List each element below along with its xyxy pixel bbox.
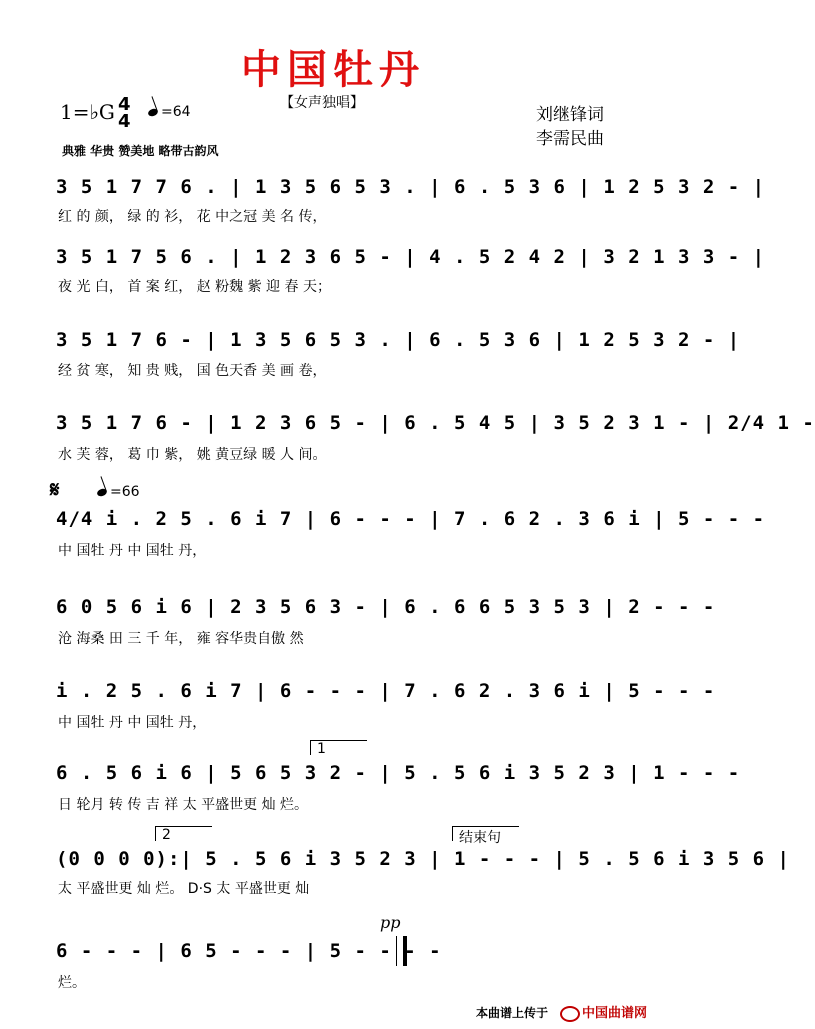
quarter-note-icon	[96, 488, 108, 498]
notation-row: 6 . 5 6 i 6 | 5 6 5 3 2 - | 5 . 5 6 i 3 5 2 3 | 1 - - -	[56, 762, 741, 784]
final-barline	[396, 936, 407, 966]
tempo-marking-2	[97, 484, 140, 500]
lyricist-credit: 刘继锋词	[536, 105, 604, 125]
lyrics-row: 中 国牡 丹 中 国牡 丹，	[58, 543, 207, 559]
lyrics-row: 水 芙 蓉， 葛 巾 紫， 姚 黄豆绿 暖 人 间。	[58, 447, 327, 463]
song-title: 中国牡丹	[241, 47, 425, 93]
tempo-value: =64	[161, 104, 191, 120]
tempo-value-2: =66	[110, 484, 140, 500]
lyrics-row: 中 国牡 丹 中 国牡 丹，	[58, 715, 207, 731]
logo-icon	[560, 1006, 580, 1022]
ending-label: 结束句	[459, 830, 501, 846]
notation-row: 6 0 5 6 i 6 | 2 3 5 6 3 - | 6 . 6 6 5 3 5 3 | 2 - - -	[56, 596, 716, 618]
notation-row: (0 0 0 0):| 5 . 5 6 i 3 5 2 3 | 1 - - - | 5 . 5 6 i 3 5 6 |	[56, 848, 790, 870]
volta-2	[155, 826, 212, 841]
volta-1-label: 1	[317, 741, 326, 757]
lyrics-row: 太 平盛世更 灿 烂。 D·S 太 平盛世更 灿	[58, 881, 310, 897]
time-signature	[118, 96, 131, 130]
notation-row: 3 5 1 7 6 - | 1 3 5 6 5 3 . | 6 . 5 3 6 | 1 2 5 3 2 - |	[56, 329, 741, 351]
notation-row: 3 5 1 7 5 6 . | 1 2 3 6 5 - | 4 . 5 2 4 2 | 3 2 1 3 3 - |	[56, 246, 766, 268]
notation-row: 3 5 1 7 6 - | 1 2 3 6 5 - | 6 . 5 4 5 | 3 5 2 3 1 - | 2/4 1 -	[56, 412, 815, 434]
time-signature-bottom: 4	[118, 111, 131, 132]
notation-row: 4/4 i . 2 5 . 6 i 7 | 6 - - - | 7 . 6 2 . 3 6 i | 5 - - -	[56, 508, 766, 530]
style-direction: 典雅 华贵 赞美地 略带古韵风	[62, 144, 219, 158]
lyrics-row: 日 轮月 转 传 吉 祥 太 平盛世更 灿 烂。	[58, 797, 309, 813]
volta-1	[310, 740, 367, 755]
lyrics-row: 沧 海桑 田 三 千 年， 雍 容华贵自傲 然	[58, 631, 304, 647]
notation-row: 6 - - - | 6 5 - - - | 5 - - - -	[56, 940, 442, 962]
site-logo-text: 中国曲谱网	[582, 1006, 648, 1021]
upload-source-text: 本曲谱上传于	[476, 1006, 549, 1020]
segno-icon: 𝄋	[50, 478, 60, 503]
volta-2-label: 2	[162, 827, 171, 843]
ending-bracket	[452, 826, 519, 846]
lyrics-row: 夜 光 白， 首 案 红， 赵 粉魏 紫 迎 春 天；	[58, 279, 331, 295]
quarter-note-icon	[147, 108, 159, 118]
performance-type: 【女声独唱】	[280, 95, 364, 111]
lyrics-row: 经 贫 寒， 知 贵 贱， 国 色天香 美 画 卷，	[58, 363, 327, 379]
notation-row: i . 2 5 . 6 i 7 | 6 - - - | 7 . 6 2 . 3 6 i | 5 - - -	[56, 680, 716, 702]
time-signature-top: 4	[118, 94, 131, 115]
composer-credit: 李需民曲	[536, 129, 604, 149]
lyrics-row: 烂。	[58, 975, 86, 991]
key-signature: 1=♭G	[60, 100, 115, 124]
tempo-marking	[148, 104, 191, 120]
site-logo[interactable]	[560, 1002, 647, 1022]
lyrics-row: 红 的 颜， 绿 的 衫， 花 中之冠 美 名 传，	[58, 209, 327, 225]
notation-row: 3 5 1 7 7 6 . | 1 3 5 6 5 3 . | 6 . 5 3 6 | 1 2 5 3 2 - |	[56, 176, 766, 198]
dynamics-marking: pp	[380, 913, 401, 932]
